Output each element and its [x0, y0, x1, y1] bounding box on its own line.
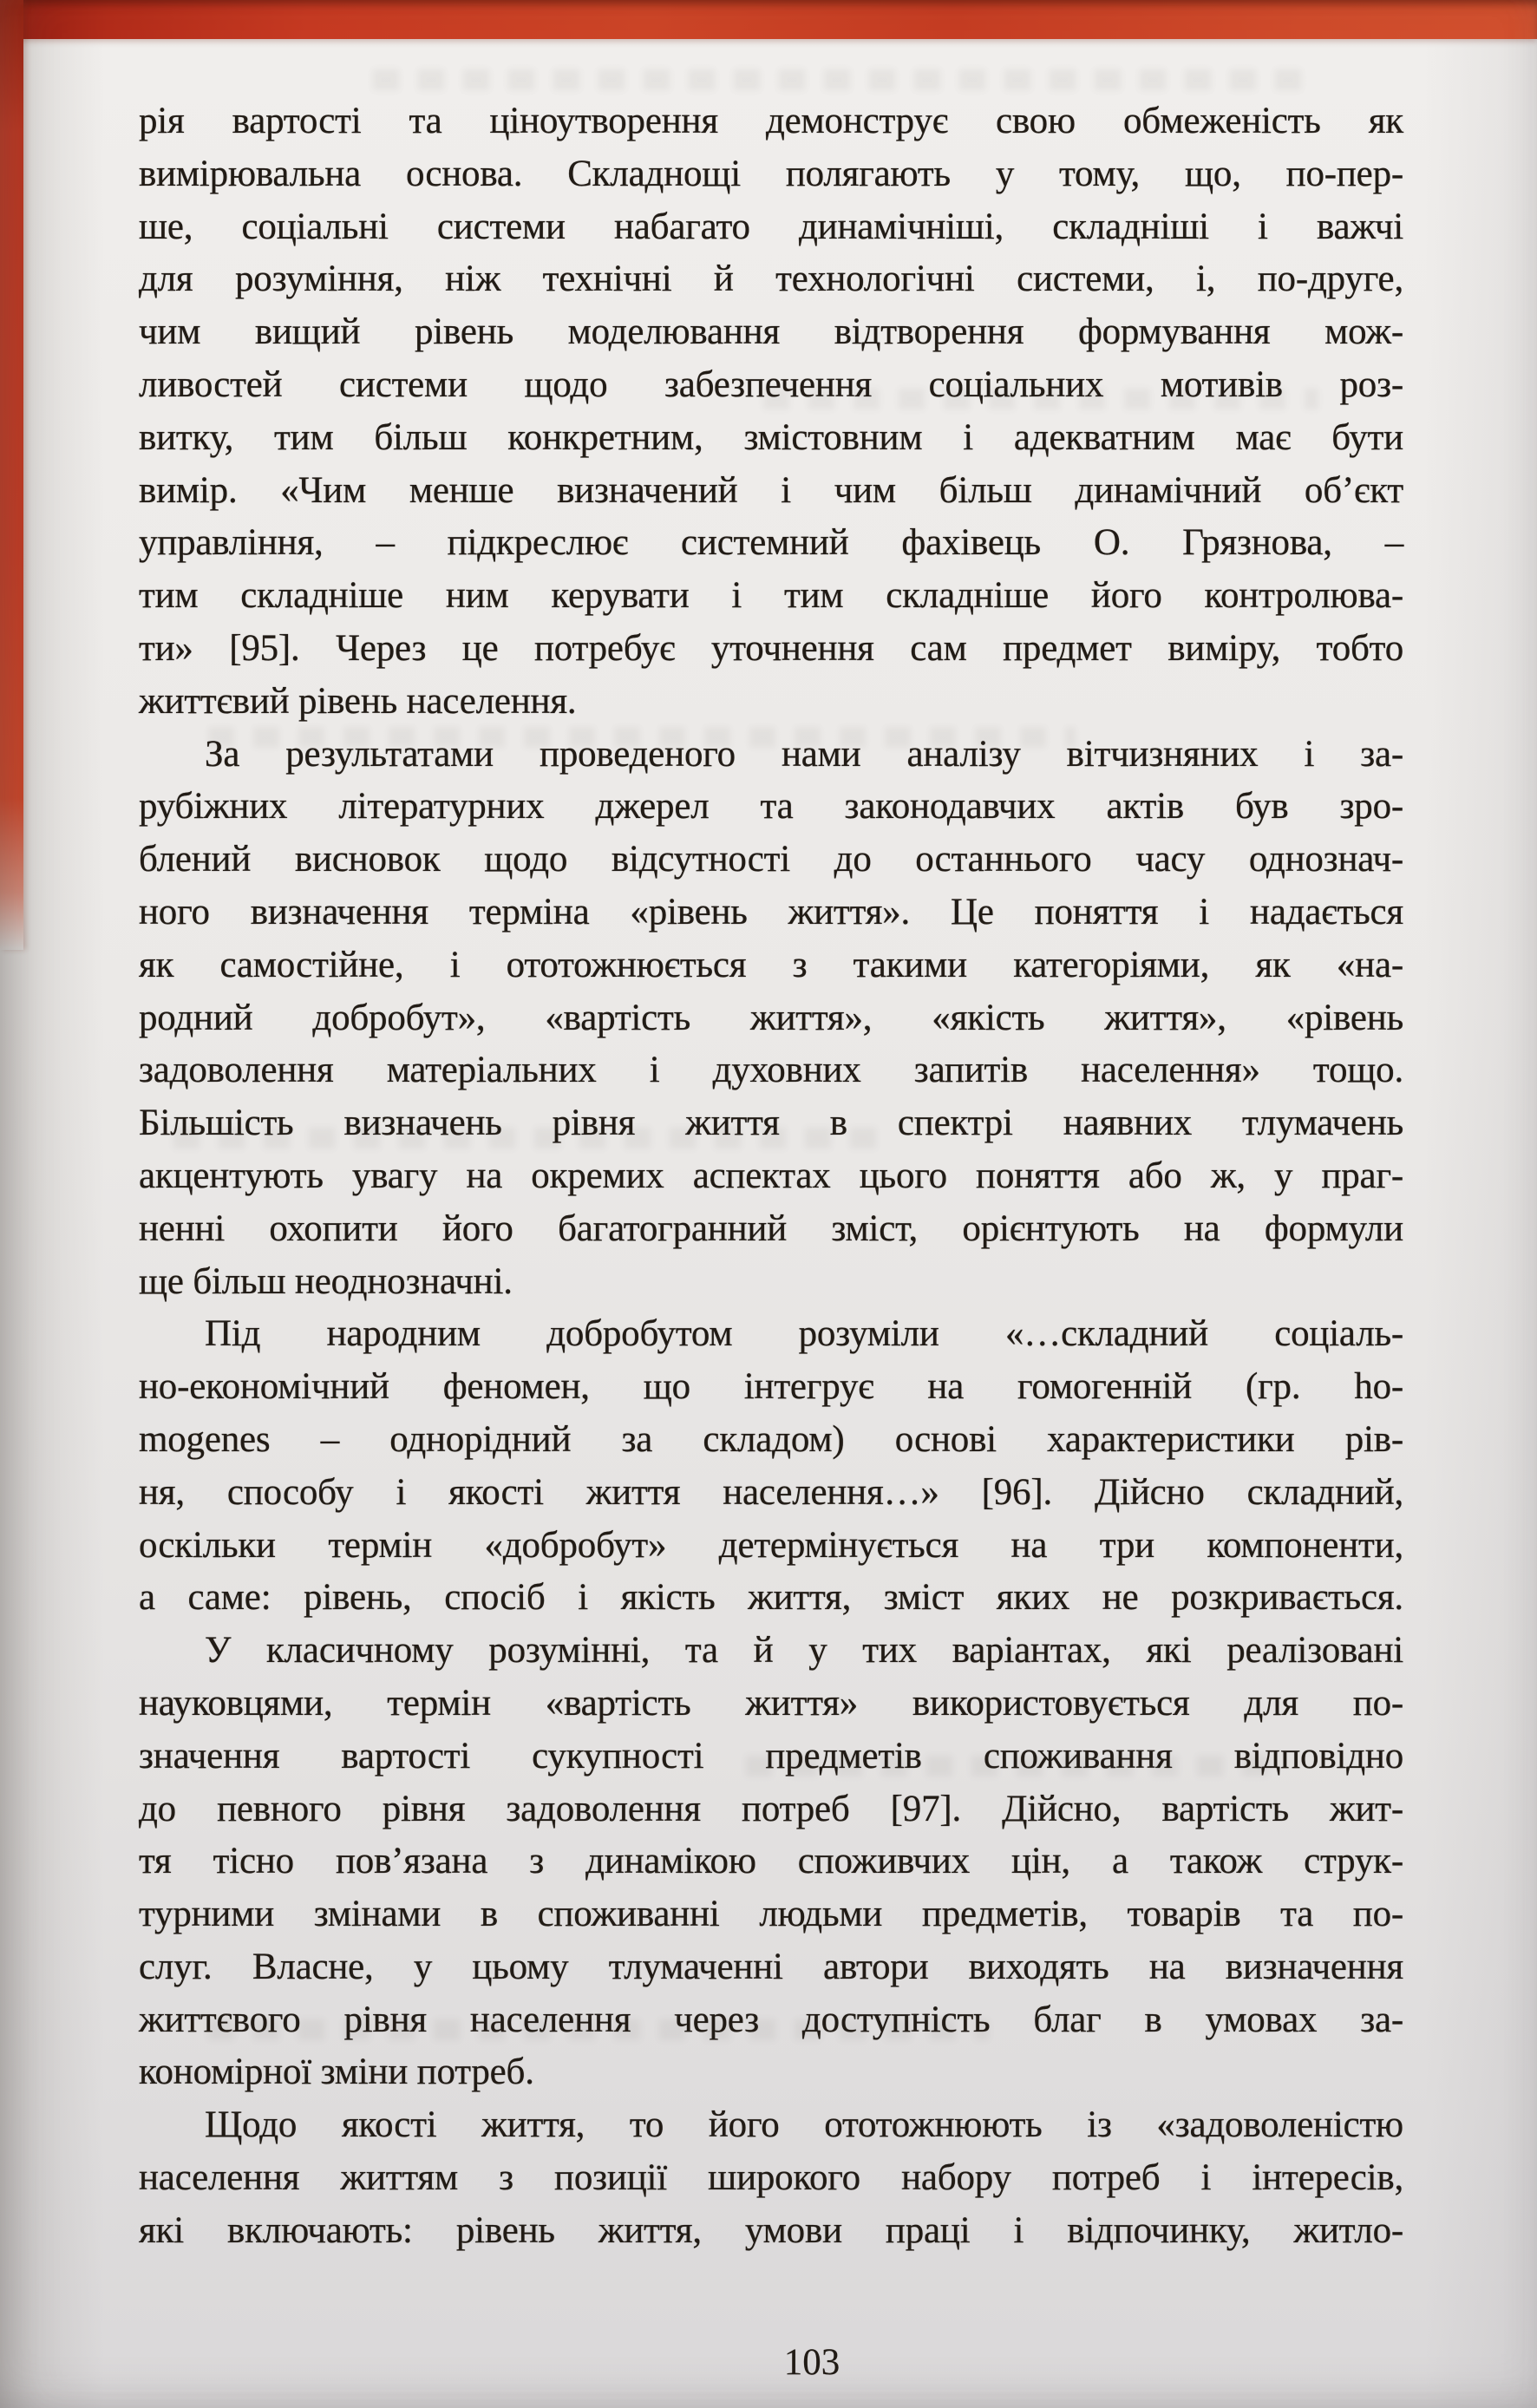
text-line: родний добробут», «вартість життя», «якість життя», «рівень	[139, 997, 1403, 1038]
text-line: життєвий рівень населення.	[139, 680, 577, 722]
text-line: тя тісно пов’язана з динамікою споживчих цін, а також струк-	[139, 1841, 1403, 1882]
text-line: тим складніше ним керувати і тим складніше його контролюва-	[139, 575, 1403, 617]
text-line: вимірювальна основа. Складнощі полягають у тому, що, по-пер-	[139, 153, 1403, 194]
text-line: рубіжних літературних джерел та законодавчих актів був зро-	[139, 786, 1403, 828]
text-line: значення вартості сукупності предметів споживання відповідно	[139, 1735, 1403, 1777]
text-line: турними змінами в споживанні людьми предметів, товарів та по-	[139, 1894, 1403, 1935]
text-line: вимір. «Чим менше визначений і чим більш динамічний об’єкт	[139, 469, 1403, 511]
text-line: акцентують увагу на окремих аспектах цього поняття або ж, у праг-	[139, 1155, 1403, 1196]
book-cover-edge-top	[0, 0, 1537, 39]
text-line: кономірної зміни потреб.	[139, 2051, 534, 2093]
text-line: блений висновок щодо відсутності до останнього часу однознач-	[139, 839, 1403, 880]
text-line: а саме: рівень, спосіб і якість життя, зміст яких не розкривається.	[139, 1577, 1403, 1619]
text-line: витку, тим більш конкретним, змістовним і адекватним має бути	[139, 416, 1403, 458]
text-line: як самостійне, і ототожнюється з такими категоріями, як «на-	[139, 944, 1403, 985]
text-line: чим вищий рівень моделювання відтворення формування мож-	[139, 311, 1403, 353]
text-line: науковцями, термін «вартість життя» використовується для по-	[139, 1682, 1403, 1724]
text-line: ще більш неоднозначні.	[139, 1260, 513, 1302]
text-line: ше, соціальні системи набагато динамічніші, складніші і важчі	[139, 206, 1403, 247]
text-line: оскільки термін «добробут» детермінується на три компоненти,	[139, 1524, 1403, 1566]
book-cover-edge-left	[0, 0, 23, 950]
text-line: У класичному розумінні, та й у тих варіантах, які реалізовані	[205, 1630, 1403, 1672]
text-line: За результатами проведеного нами аналізу вітчизняних і за-	[205, 733, 1403, 775]
show-through-ghost	[373, 69, 1310, 90]
text-line: mogenes – однорідний за складом) основі характеристики рів-	[139, 1418, 1403, 1460]
text-line: ливостей системи щодо забезпечення соціальних мотивів роз-	[139, 363, 1403, 405]
text-line: ня, способу і якості життя населення…» [96]. Дійсно складний,	[139, 1471, 1403, 1513]
text-line: ти» [95]. Через це потребує уточнення сам предмет виміру, тобто	[139, 627, 1403, 669]
text-line: до певного рівня задоволення потреб [97]. Дійсно, вартість жит-	[139, 1788, 1403, 1829]
text-line: населення життям з позиції широкого набору потреб і інтересів,	[139, 2157, 1403, 2199]
text-line: життєвого рівня населення через доступність благ в умовах за-	[139, 1999, 1403, 2040]
text-line: які включають: рівень життя, умови праці і відпочинку, житло-	[139, 2209, 1403, 2251]
text-line: ного визначення терміна «рівень життя». Це поняття і надається	[139, 891, 1403, 932]
text-line: ненні охопити його багатогранний зміст, орієнтують на формули	[139, 1207, 1403, 1249]
text-line: но-економічний феномен, що інтегрує на гомогенній (гр. ho-	[139, 1366, 1403, 1408]
text-line: Щодо якості життя, то його ототожнюють із «задоволеністю	[205, 2104, 1403, 2146]
text-line: Більшість визначень рівня життя в спектрі наявних тлумачень	[139, 1103, 1403, 1144]
text-line: для розуміння, ніж технічні й технологічні системи, і, по-друге,	[139, 258, 1403, 300]
text-line: управління, – підкреслює системний фахівець О. Грязнова, –	[139, 522, 1403, 564]
text-line: слуг. Власне, у цьому тлумаченні автори виходять на визначення	[139, 1946, 1403, 1987]
page-number: 103	[783, 2342, 840, 2383]
text-block	[139, 95, 1403, 2258]
text-line: задоволення матеріальних і духовних запитів населення» тощо.	[139, 1050, 1403, 1091]
text-line: рія вартості та ціноутворення демонструє свою обмеженість як	[139, 101, 1403, 141]
text-line: Під народним добробутом розуміли «…складний соціаль-	[205, 1313, 1403, 1355]
